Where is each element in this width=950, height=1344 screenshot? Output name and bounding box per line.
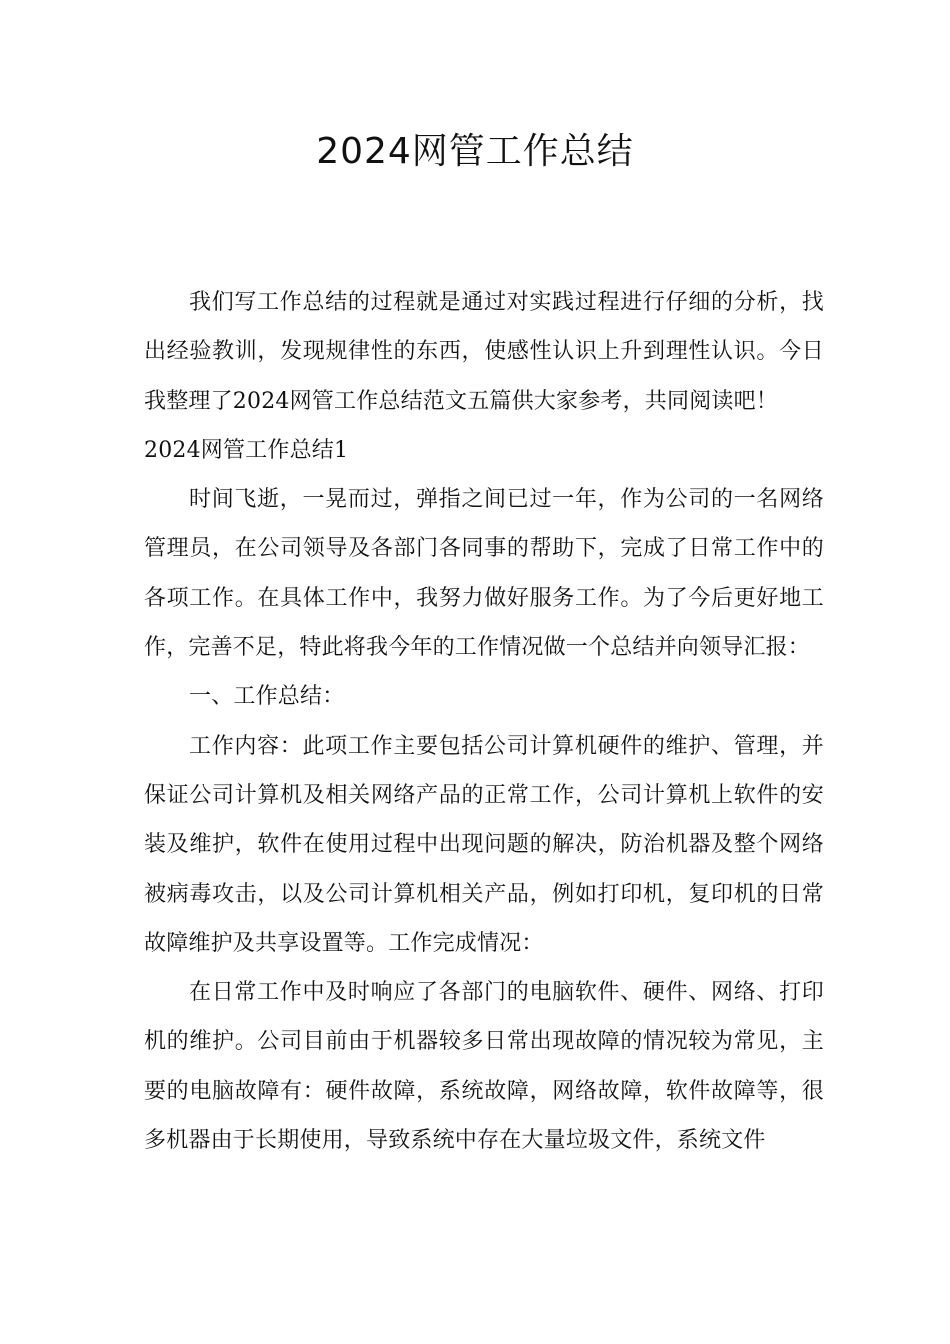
body-paragraph: 在日常工作中及时响应了各部门的电脑软件、硬件、网络、打印机的维护。公司目前由于机器较多日常出现故障的情况较为常见，主要的电脑故障有：硬件故障，系统故障，网络故障，软件故障等，很多机器由于长期使用，导致系统中存在大量垃圾文件，系统文件 [144, 980, 824, 1154]
subsection-heading: 一、工作总结： [189, 684, 345, 710]
document-body [144, 278, 824, 1165]
intro-paragraph: 我们写工作总结的过程就是通过对实践过程进行仔细的分析，找出经验教训，发现规律性的东西，使感性认识上升到理性认识。今日我整理了2024网管工作总结范文五篇供大家参考，共同阅读吧！ [144, 290, 824, 414]
document-title: 2024网管工作总结 [316, 131, 634, 172]
body-paragraph: 时间飞逝，一晃而过，弹指之间已过一年，作为公司的一名网络管理员，在公司领导及各部门各同事的帮助下，完成了日常工作中的各项工作。在具体工作中，我努力做好服务工作。为了今后更好地工作，完善不足，特此将我今年的工作情况做一个总结并向领导汇报： [144, 487, 824, 661]
body-paragraph: 工作内容：此项工作主要包括公司计算机硬件的维护、管理，并保证公司计算机及相关网络产品的正常工作，公司计算机上软件的安装及维护，软件在使用过程中出现问题的解决，防治机器及整个网络被病毒攻击，以及公司计算机相关产品，例如打印机，复印机的日常故障维护及共享设置等。工作完成情况： [144, 733, 824, 956]
section-heading: 2024网管工作总结1 [144, 437, 349, 463]
